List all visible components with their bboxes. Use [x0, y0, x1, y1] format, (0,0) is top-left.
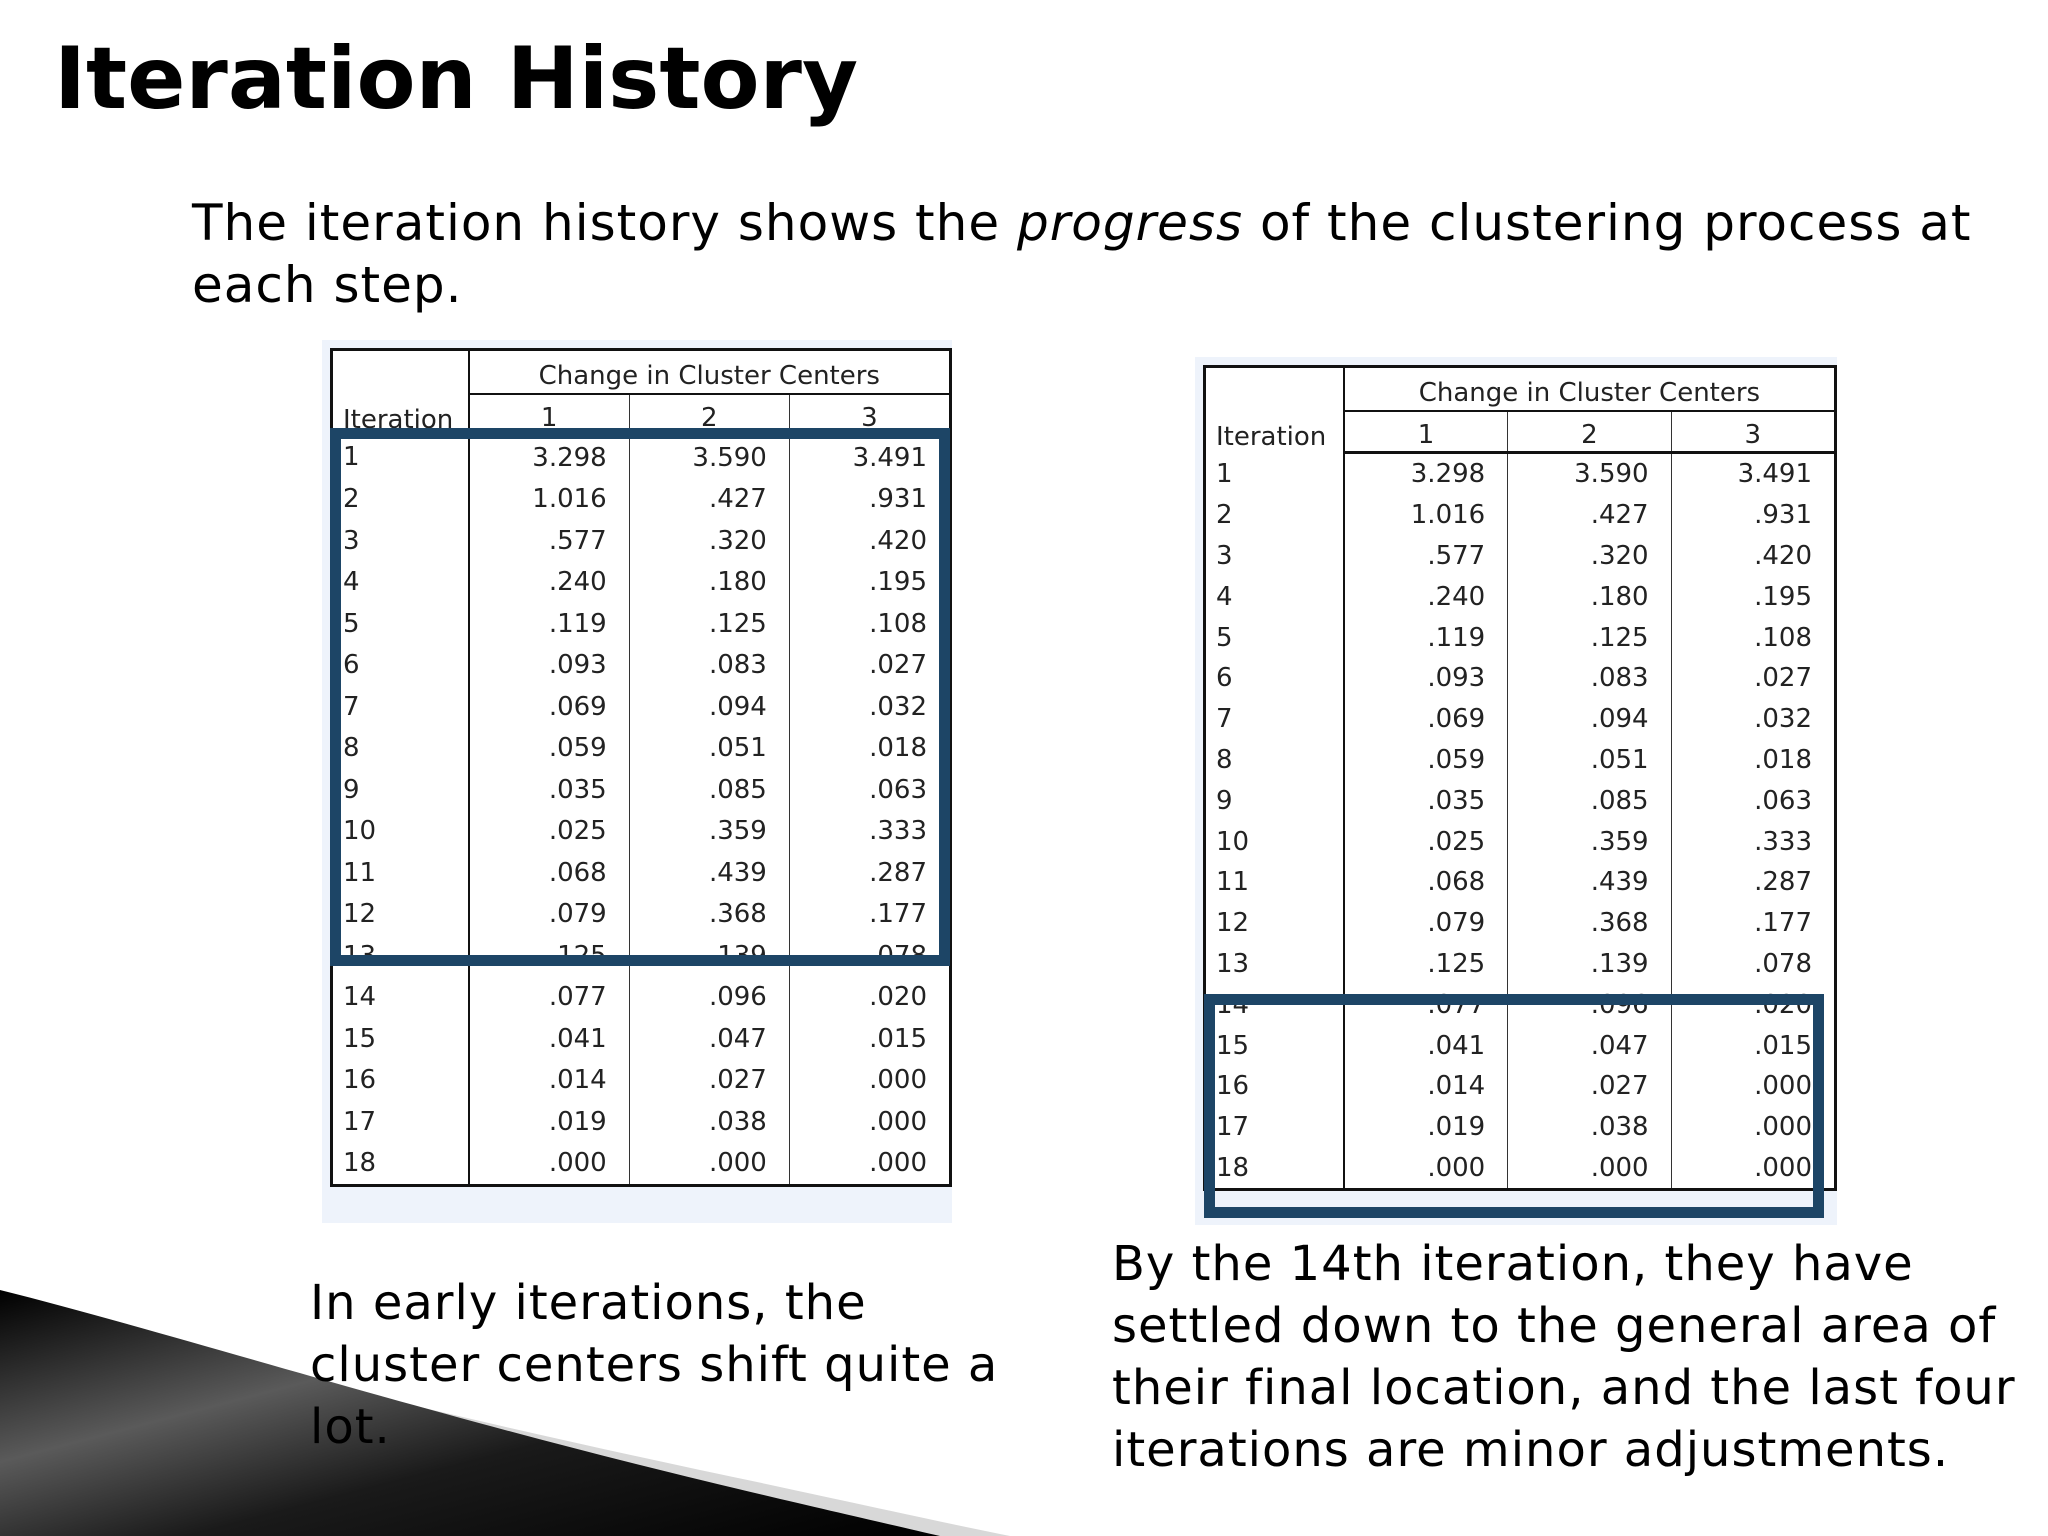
cluster-1-cell: .059 [469, 728, 630, 770]
iteration-cell: 18 [1205, 1148, 1344, 1190]
table-row [332, 479, 951, 521]
table-row [332, 520, 951, 562]
cluster-1-cell: .000 [469, 1143, 630, 1186]
cluster-2-cell: 3.590 [629, 436, 789, 479]
cluster-1-cell: .068 [1344, 862, 1508, 903]
cluster-1-cell: 3.298 [469, 436, 630, 479]
cluster-2-cell: .051 [629, 728, 789, 770]
iteration-cell: 3 [332, 520, 469, 562]
cluster-1-cell: .014 [469, 1060, 630, 1102]
iteration-cell: 17 [1205, 1107, 1344, 1148]
cluster-2-cell: .000 [629, 1143, 789, 1186]
cluster-1-cell: .079 [469, 894, 630, 936]
cluster-2-cell: .359 [629, 811, 789, 853]
table-row [1205, 1107, 1836, 1148]
cluster-2-cell: .439 [1508, 862, 1671, 903]
table-row [332, 1060, 951, 1102]
table-row [332, 728, 951, 770]
iteration-cell: 8 [332, 728, 469, 770]
cluster-2-cell: .180 [1508, 576, 1671, 617]
iteration-cell: 5 [1205, 617, 1344, 658]
cluster-1-cell: .125 [469, 935, 630, 977]
table-row [332, 686, 951, 728]
cluster-2-cell: .083 [1508, 658, 1671, 699]
table-row [1205, 740, 1836, 781]
cluster-3-cell: .000 [869, 1148, 927, 1179]
iteration-cell: 15 [332, 1018, 469, 1060]
cluster-1-cell: 1.016 [469, 479, 630, 521]
iteration-cell: 15 [1205, 1025, 1344, 1066]
caption-right: By the 14th iteration, they have settled down to the general area of their final location, and the last four iterations are minor adjustments. [1112, 1236, 2016, 1478]
iteration-cell: 4 [1205, 576, 1344, 617]
table-row [332, 603, 951, 645]
iteration-table-right-panel [1195, 357, 1837, 1225]
iteration-cell: 1 [1205, 453, 1344, 495]
cluster-3-cell: .177 [869, 899, 927, 930]
iteration-cell: 11 [332, 852, 469, 894]
cluster-3-cell: .420 [869, 525, 927, 556]
intro-after: of the clustering process at each step. [192, 194, 1972, 314]
iteration-cell: 8 [1205, 740, 1344, 781]
cluster-3-cell: .108 [869, 608, 927, 639]
cluster-3-cell: .015 [1754, 1030, 1812, 1061]
cluster-3-header: 3 [789, 394, 950, 436]
cluster-2-cell: .027 [1508, 1066, 1671, 1107]
iteration-cell: 9 [332, 769, 469, 811]
cluster-2-cell: .359 [1508, 821, 1671, 862]
table-row [332, 894, 951, 936]
intro-before: The iteration history shows the [192, 194, 1017, 252]
cluster-3-cell: .333 [1754, 826, 1812, 857]
cluster-2-cell: .320 [1508, 536, 1671, 577]
cluster-2-cell: .083 [629, 645, 789, 687]
cluster-2-cell: .000 [1508, 1148, 1671, 1190]
table-row [332, 1101, 951, 1143]
cluster-3-cell: .108 [1754, 622, 1812, 653]
cluster-2-cell: .047 [1508, 1025, 1671, 1066]
iteration-cell: 2 [1205, 495, 1344, 536]
table-row [1205, 821, 1836, 862]
cluster-3-cell: .000 [1754, 1112, 1812, 1143]
table-body [332, 436, 951, 1186]
cluster-3-cell: 3.491 [852, 442, 927, 473]
cluster-1-cell: .077 [1344, 984, 1508, 1025]
cluster-3-cell: .018 [1754, 744, 1812, 775]
cluster-1-cell: .019 [1344, 1107, 1508, 1148]
table-row [1205, 536, 1836, 577]
cluster-2-cell: .085 [629, 769, 789, 811]
iteration-cell: 7 [1205, 699, 1344, 740]
table-row [332, 769, 951, 811]
intro-text [192, 192, 1992, 316]
iteration-cell: 5 [332, 603, 469, 645]
cluster-2-cell: .038 [629, 1101, 789, 1143]
cluster-3-cell: .333 [869, 816, 927, 847]
table-row [1205, 862, 1836, 903]
cluster-2-cell: .180 [629, 562, 789, 604]
cluster-1-cell: .119 [469, 603, 630, 645]
iteration-cell: 9 [1205, 780, 1344, 821]
cluster-3-cell: .015 [869, 1023, 927, 1054]
cluster-3-cell: .195 [1754, 581, 1812, 612]
cluster-1-cell: .025 [469, 811, 630, 853]
table-row [332, 1143, 951, 1186]
table-row [332, 1018, 951, 1060]
iteration-cell: 11 [1205, 862, 1344, 903]
cluster-3-cell: .177 [1754, 908, 1812, 939]
cluster-2-cell: .125 [629, 603, 789, 645]
cluster-3-cell: .078 [869, 940, 927, 971]
cluster-3-cell: .287 [869, 857, 927, 888]
table-row [1205, 984, 1836, 1025]
table-row [1205, 453, 1836, 495]
cluster-3-cell: .931 [869, 484, 927, 515]
table-row [1205, 495, 1836, 536]
cluster-1-cell: .035 [1344, 780, 1508, 821]
iteration-table-left-panel [322, 340, 952, 1223]
cluster-1-cell: .125 [1344, 944, 1508, 985]
iteration-cell: 10 [332, 811, 469, 853]
iteration-cell: 12 [1205, 903, 1344, 944]
table-row [1205, 1148, 1836, 1190]
table-row [1205, 944, 1836, 985]
cluster-1-cell: .240 [1344, 576, 1508, 617]
cluster-2-cell: .320 [629, 520, 789, 562]
iteration-cell: 13 [332, 935, 469, 977]
table-row [332, 811, 951, 853]
cluster-3-cell: .000 [869, 1065, 927, 1096]
iteration-cell: 3 [1205, 536, 1344, 577]
cluster-1-cell: .079 [1344, 903, 1508, 944]
cluster-3-cell: .020 [1754, 989, 1812, 1020]
cluster-1-cell: .041 [469, 1018, 630, 1060]
table-row [332, 645, 951, 687]
cluster-1-cell: .093 [469, 645, 630, 687]
cluster-2-cell: .047 [629, 1018, 789, 1060]
cluster-3-cell: 3.491 [1737, 459, 1812, 490]
table-body [1205, 453, 1836, 1190]
cluster-3-cell: .027 [1754, 663, 1812, 694]
cluster-3-cell: .000 [869, 1106, 927, 1137]
cluster-2-cell: .139 [1508, 944, 1671, 985]
cluster-3-cell: .078 [1754, 948, 1812, 979]
cluster-3-cell: .063 [869, 774, 927, 805]
cluster-2-cell: .094 [629, 686, 789, 728]
cluster-1-cell: .577 [1344, 536, 1508, 577]
iteration-cell: 14 [1205, 984, 1344, 1025]
cluster-1-cell: .240 [469, 562, 630, 604]
cluster-2-cell: .439 [629, 852, 789, 894]
cluster-1-cell: .093 [1344, 658, 1508, 699]
table-row [332, 436, 951, 479]
slide-title: Iteration History [54, 29, 859, 129]
iteration-history-table-right [1203, 365, 1837, 1191]
iteration-cell: 14 [332, 977, 469, 1019]
cluster-2-cell: 3.590 [1508, 453, 1671, 495]
iteration-cell: 18 [332, 1143, 469, 1186]
cluster-2-cell: .085 [1508, 780, 1671, 821]
cluster-2-cell: .038 [1508, 1107, 1671, 1148]
table-row [1205, 780, 1836, 821]
cluster-2-cell: .368 [1508, 903, 1671, 944]
cluster-3-cell: .931 [1754, 500, 1812, 531]
cluster-3-cell: .018 [869, 733, 927, 764]
iteration-cell: 10 [1205, 821, 1344, 862]
cluster-3-header: 3 [1671, 411, 1835, 453]
iteration-cell: 6 [1205, 658, 1344, 699]
cluster-1-cell: .014 [1344, 1066, 1508, 1107]
cluster-1-cell: .000 [1344, 1148, 1508, 1190]
cluster-2-cell: .094 [1508, 699, 1671, 740]
cluster-3-cell: .000 [1754, 1152, 1812, 1183]
table-row [332, 852, 951, 894]
iteration-cell: 6 [332, 645, 469, 687]
table-row [1205, 617, 1836, 658]
cluster-2-header: 2 [1508, 411, 1671, 453]
table-row [332, 977, 951, 1019]
cluster-1-cell: .035 [469, 769, 630, 811]
table-row [1205, 903, 1836, 944]
cluster-1-cell: .068 [469, 852, 630, 894]
table-row [1205, 658, 1836, 699]
cluster-3-cell: .000 [1754, 1071, 1812, 1102]
cluster-1-header: 1 [469, 394, 630, 436]
table-row [332, 562, 951, 604]
table-row [332, 935, 951, 977]
iteration-cell: 17 [332, 1101, 469, 1143]
cluster-2-cell: .027 [629, 1060, 789, 1102]
table-row [1205, 1025, 1836, 1066]
cluster-1-cell: .069 [1344, 699, 1508, 740]
cluster-1-cell: .059 [1344, 740, 1508, 781]
cluster-2-cell: .096 [1508, 984, 1671, 1025]
iteration-cell: 1 [332, 436, 469, 479]
cluster-3-cell: .020 [869, 982, 927, 1013]
iteration-history-table-left [330, 348, 952, 1187]
cluster-1-header: 1 [1344, 411, 1508, 453]
cluster-2-header: 2 [629, 394, 789, 436]
iteration-cell: 2 [332, 479, 469, 521]
cluster-3-cell: .063 [1754, 785, 1812, 816]
iteration-column-header: Iteration [1205, 367, 1344, 453]
cluster-2-cell: .427 [1508, 495, 1671, 536]
cluster-1-cell: .077 [469, 977, 630, 1019]
cluster-1-cell: .069 [469, 686, 630, 728]
cluster-2-cell: .096 [629, 977, 789, 1019]
cluster-1-cell: .019 [469, 1101, 630, 1143]
table-row [1205, 1066, 1836, 1107]
cluster-3-cell: .032 [869, 691, 927, 722]
iteration-cell: 13 [1205, 944, 1344, 985]
cluster-3-cell: .287 [1754, 867, 1812, 898]
cluster-1-cell: .025 [1344, 821, 1508, 862]
cluster-2-cell: .051 [1508, 740, 1671, 781]
cluster-2-cell: .125 [1508, 617, 1671, 658]
cluster-3-cell: .027 [869, 650, 927, 681]
cluster-1-cell: .577 [469, 520, 630, 562]
table-row [1205, 699, 1836, 740]
table-row [1205, 576, 1836, 617]
iteration-cell: 16 [332, 1060, 469, 1102]
caption-left: In early iterations, the cluster centers shift quite a lot. [310, 1275, 999, 1455]
iteration-cell: 12 [332, 894, 469, 936]
iteration-cell: 4 [332, 562, 469, 604]
iteration-cell: 7 [332, 686, 469, 728]
cluster-3-cell: .420 [1754, 540, 1812, 571]
cluster-1-cell: 1.016 [1344, 495, 1508, 536]
cluster-1-cell: 3.298 [1344, 453, 1508, 495]
group-column-header: Change in Cluster Centers [469, 350, 951, 395]
cluster-3-cell: .032 [1754, 704, 1812, 735]
iteration-cell: 16 [1205, 1066, 1344, 1107]
cluster-2-cell: .427 [629, 479, 789, 521]
cluster-2-cell: .368 [629, 894, 789, 936]
iteration-column-header: Iteration [332, 350, 469, 436]
cluster-2-cell: .139 [629, 935, 789, 977]
cluster-1-cell: .041 [1344, 1025, 1508, 1066]
intro-emphasis: progress [1017, 194, 1244, 252]
cluster-3-cell: .195 [869, 567, 927, 598]
group-column-header: Change in Cluster Centers [1344, 367, 1836, 412]
cluster-1-cell: .119 [1344, 617, 1508, 658]
